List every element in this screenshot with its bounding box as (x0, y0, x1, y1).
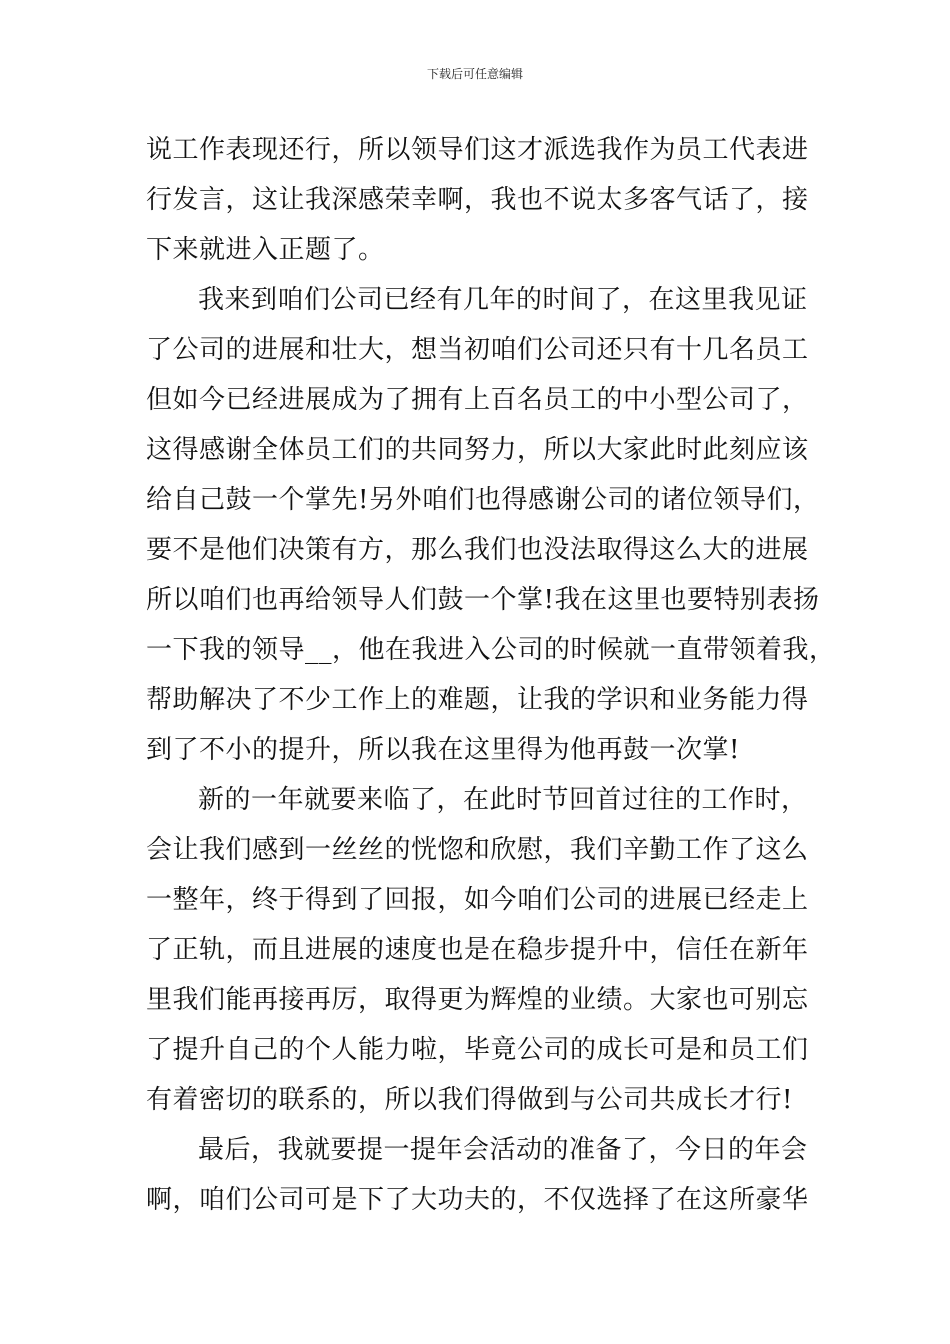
paragraph-1-line-2: 行发言，这让我深感荣幸啊，我也不说太多客气话了，接 (146, 185, 809, 215)
paragraph-3-line-2: 会让我们感到一丝丝的恍惚和欣慰，我们辛勤工作了这么 (146, 835, 809, 865)
paragraph-2-line-7: 所以咱们也再给领导人们鼓一个掌!我在这里也要特别表扬 (146, 585, 820, 615)
paragraph-3-line-1: 新的一年就要来临了，在此时节回首过往的工作时， (198, 785, 808, 815)
paragraph-2-line-8: 一下我的领导__，他在我进入公司的时候就一直带领着我， (146, 635, 836, 665)
paragraph-3-line-5: 里我们能再接再厉，取得更为辉煌的业绩。大家也可别忘 (146, 985, 809, 1015)
paragraph-1-line-1: 说工作表现还行，所以领导们这才派选我作为员工代表进 (146, 135, 809, 165)
paragraph-4-line-2: 啊，咱们公司可是下了大功夫的，不仅选择了在这所豪华 (146, 1185, 809, 1215)
paragraph-2-line-5: 给自己鼓一个掌先!另外咱们也得感谢公司的诸位领导们， (146, 485, 820, 515)
paragraph-2-line-4: 这得感谢全体员工们的共同努力，所以大家此时此刻应该 (146, 435, 809, 465)
paragraph-3-line-4: 了正轨，而且进展的速度也是在稳步提升中，信任在新年 (146, 935, 809, 965)
page-header: 下载后可任意编辑 (426, 67, 523, 81)
paragraph-2-line-9: 帮助解决了不少工作上的难题，让我的学识和业务能力得 (146, 685, 809, 715)
paragraph-3-line-3: 一整年，终于得到了回报，如今咱们公司的进展已经走上 (146, 885, 809, 915)
paragraph-3-line-6: 了提升自己的个人能力啦，毕竟公司的成长可是和员工们 (146, 1035, 809, 1065)
paragraph-4-line-1: 最后，我就要提一提年会活动的准备了，今日的年会 (198, 1135, 808, 1165)
paragraph-2-line-1: 我来到咱们公司已经有几年的时间了，在这里我见证 (198, 285, 808, 315)
paragraph-2-line-2: 了公司的进展和壮大，想当初咱们公司还只有十几名员工 (146, 335, 809, 365)
paragraph-2-line-3: 但如今已经进展成为了拥有上百名员工的中小型公司了， (146, 385, 809, 415)
paragraph-2-line-6: 要不是他们决策有方，那么我们也没法取得这么大的进展 (146, 535, 809, 565)
paragraph-1-line-3: 下来就进入正题了。 (146, 235, 385, 265)
paragraph-3-line-7: 有着密切的联系的，所以我们得做到与公司共成长才行! (146, 1085, 793, 1115)
paragraph-2-line-10: 到了不小的提升，所以我在这里得为他再鼓一次掌! (146, 735, 740, 765)
